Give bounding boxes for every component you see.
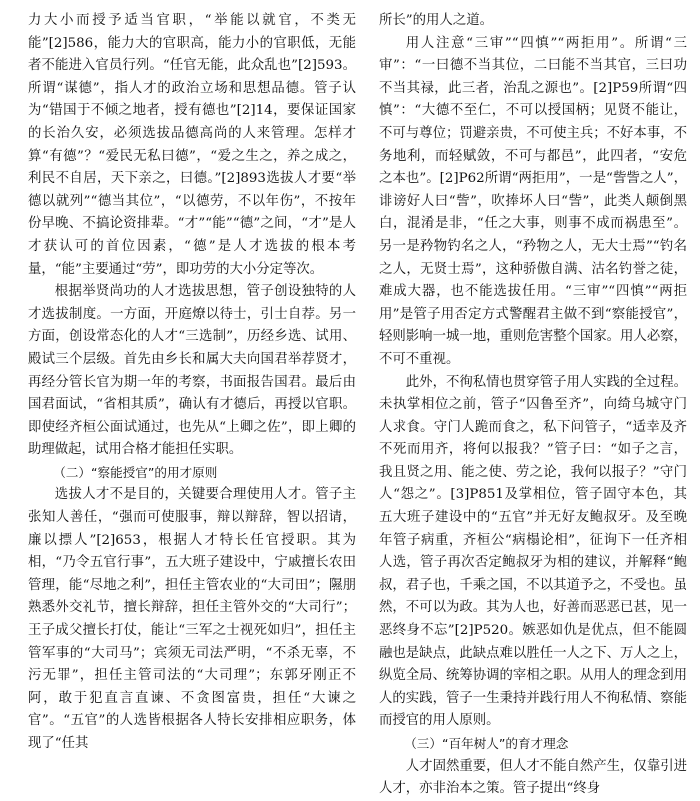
section-heading-2: （二）“察能授官”的用才原则: [53, 464, 218, 480]
right-column: [379, 0, 687, 801]
right-para-4: 人才固然重要，但人才不能自然产生，仅靠引进人才，亦非治本之策。管子提出“终身: [379, 758, 687, 797]
left-para-2: 根据举贤尚功的人才选拔思想，管子创设独特的人才选拔制度。一方面，开庭燎以待士，引士自荐。另一方面，创设常态化的人才“三选制”，历经乡选、试用、殿试三个层级。首先由乡长和属大夫向国君举荐贤才，再经分管长官为期一年的考察，书面报告国君。最后由国君面试，“省相其质”，确认有才德后，再授以官职。即使经齐桓公面试通过，也先从“上卿之佐”，即上卿的助理做起，试用合格才能担任实职。: [28, 284, 356, 458]
left-column: [28, 0, 356, 756]
left-para-3: 选拔人才不是目的，关键要合理使用人才。管子主张知人善任，“强而可使服事，辩以辩辞，智以招请，廉以摽人”[2]653，根据人才特长任官授职。其为相，“乃令五官行事”，五大班子建设中，宁戚擅长农田管理，能“尽地之利”，担任主管农业的“大司田”；隰朋熟悉外交礼节，擅长辩辞，担任主管外交的“大司行”；王子成父擅长打仗，能让“三军之士视死如归”，担任主管军事的“大司马”；宾须无司法严明，“不杀无辜，不污无罪”，担任主管司法的“大司理”；东郭牙刚正不阿，敢于犯直言直谏、不贪图富贵，担任“大谏之官”。“五官”的人选皆根据各人特长安排相应职务，体现了“任其: [28, 487, 356, 751]
right-para-3: 此外，不徇私情也贯穿管子用人实践的全过程。未执掌相位之前，管子“囚鲁至齐”，向绮乌城守门人求食。守门人跪而食之，私下问管子，“适幸及齐不死而用齐，将何以报我？”管子曰：“如子之言，我且贤之用、能之使、劳之论，我何以报子？”守门人“怨之”。[3]P851及掌相位，管子固守本色，其五大班子建设中的“五官”并无好友鲍叔牙。及至晚年管子病重，齐桓公“病榻论相”，征询下一任齐相人选，管子再次否定鲍叔牙为相的建议，并解释“鲍叔，君子也，千乘之国，不以其道予之，不受也。虽然，不可以为政。其为人也，好善而恶恶已甚，见一恶终身不忘”[2]P520。嫉恶如仇是优点，但不能圆融也是缺点，此缺点难以胜任一人之下、万人之上，纵览全局、统筹协调的宰相之职。从用人的理念到用人的实践，管子一生秉持并践行用人不徇私情、察能而授官的用人原则。: [379, 374, 687, 729]
left-para-1: 力大小而授予适当官职，“举能以就官，不类无能”[2]586，能力大的官职高，能力小的官职低，无能者不能进入官员行列。“任官无能，此众乱也”[2]593。所谓“谋德”，指人才的政治立场和思想品德。管子认为“错国于不倾之地者，授有德也”[2]14，要保证国家的长治久安，必须选拔品德高尚的人来管理。怎样才算“有德”？“爱民无私曰德”，“爱之生之，养之成之，利民不自居，天下亲之，曰德。”[2]893选拔人才要“举德以就列”“德当其位”，“以德劳，不以年伤”，不按年份早晚、不搞论资排辈。“才”“能”“德”之间，“才”是人才获认可的首位因素，“德”是人才选拔的根本考量，“能”主要通过“劳”，即功劳的大小分定等次。: [28, 13, 356, 277]
section-heading-3: （三）“百年树人”的育才理念: [404, 736, 569, 751]
right-para-1: 所长”的用人之道。: [379, 13, 493, 28]
right-para-2: 用人注意“三审”“四慎”“两拒用”。所谓“三审”：“一曰德不当其位，二曰能不当其官，三曰功不当其禄，此三者，治乱之源也”。[2]P59所谓“四慎”：“大德不至仁，不可以授国柄；见贤不能让，不可与尊位；罚避亲贵，不可使主兵；不好本事，不务地利，而轻赋敛，不可与都邑”，此四者，“安危之本也”。[2]P62所谓“两拒用”，一是“訾訾之人”，诽谤好人曰“訾”，吹捧坏人曰“訾”，此类人颠倒黑白，混淆是非，“任之大事，则事不成而祸患至”。另一是矜物钓名之人，“矜物之人，无大士焉”“钓名之人，无贤士焉”，这种骄傲自满、沽名钓誉之徒，难成大器，也不能选拔任用。“三审”“四慎”“两拒用”是管子用否定方式警醒君主做不到“察能授官”，轻则影响一城一地，重则危害整个国家。用人必察，不可不重视。: [379, 35, 687, 367]
